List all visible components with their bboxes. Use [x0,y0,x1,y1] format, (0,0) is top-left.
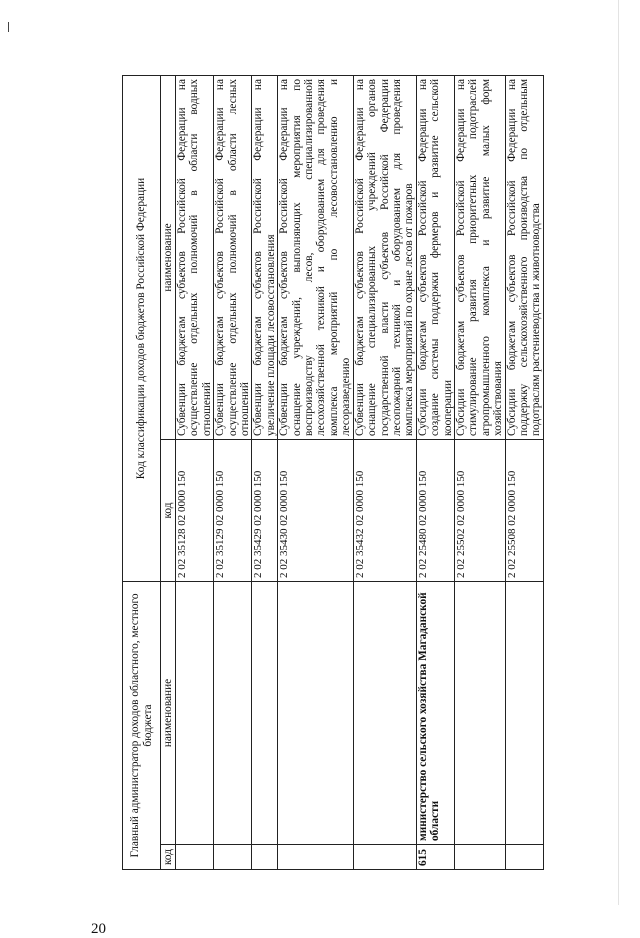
row-class-name-line: Субвенции бюджетам субъектов Российской Федерации на [252,79,265,436]
row-class-name-line: Субсидии бюджетам субъектов Российской Федерации на [505,79,518,436]
row-class-name-line: оснащение учреждений, выполняющих мероприятия по [290,79,303,436]
row-class-name-line: подотраслям растениеводства и животноводства [530,203,543,436]
row-class-name [214,76,252,440]
row-admin-code [278,845,353,870]
page-number [88,921,108,937]
row-class-name-line: лесопожарной техникой и оборудованием для проведения [390,79,403,436]
row-class-name [176,76,214,440]
row-class-name-line: Субвенции бюджетам субъектов Российской Федерации на [278,79,291,436]
row-class-name [454,76,505,440]
header-classification-group: Код классификации доходов бюджетов Российской Федерации [123,76,161,582]
row-class-code: 2 02 25480 02 0000 150 [416,440,454,582]
row-class-code: 2 02 35430 02 0000 150 [278,440,353,582]
row-class-name [252,76,278,440]
row-admin-code [505,845,543,870]
header-admin-name: наименование [161,582,176,845]
row-admin-code [353,845,416,870]
table-row [353,76,416,870]
row-class-name-line: оснащение специализированных учреждений органов [366,79,379,436]
row-class-name [505,76,543,440]
row-class-code: 2 02 25502 02 0000 150 [454,440,505,582]
row-admin-name [176,582,214,845]
row-class-name-line: агропромышленного комплекса и развитие малых форм [479,79,492,436]
row-class-name-line: осуществление отдельных полномочий в области водных [188,79,201,436]
row-class-code: 2 02 25508 02 0000 150 [505,440,543,582]
row-admin-name [252,582,278,845]
row-class-name [278,76,353,440]
row-admin-name [505,582,543,845]
row-class-name-line: создание системы поддержки фермеров и развитие сельской [429,79,442,436]
header-admin-code: код [161,845,176,870]
row-class-code: 2 02 35429 02 0000 150 [252,440,278,582]
rotated-page [90,76,592,937]
row-class-name-line: поддержку сельскохозяйственного производства по отдельным [517,79,530,436]
header-class-name: наименование [161,76,176,440]
row-class-name [416,76,454,440]
header-admin-group: Главный администратор доходов областного, местного бюджета [123,582,161,870]
row-class-name-line: комплекса мероприятий по охране лесов от пожаров [403,183,416,436]
row-class-name-line: стимулирование развития приоритетных подотраслей [467,79,480,436]
row-class-name-line: комплекса мероприятий по лесовосстановлению и [327,79,340,436]
table-row [214,76,252,870]
row-admin-name [278,582,353,845]
header-class-code: код [161,440,176,582]
row-class-code: 2 02 35129 02 0000 150 [214,440,252,582]
table-body [176,76,544,870]
row-class-name-line: Субсидии бюджетам субъектов Российской Федерации на [454,79,467,436]
row-class-name-line: лесохозяйственной техникой и оборудованием для проведения [315,79,328,436]
scan-edge-line [618,0,619,905]
row-class-name-line: Субвенции бюджетам субъектов Российской Федерации на [176,79,188,436]
row-admin-name [214,582,252,845]
row-class-name-line: осуществление отдельных полномочий в области лесных [226,79,239,436]
row-class-name-line: отношений [200,382,213,436]
scan-edge-mark [8,22,9,32]
row-admin-name [353,582,416,845]
row-class-code: 2 02 35432 02 0000 150 [353,440,416,582]
page-number-text: 20 [90,921,106,937]
table-row [176,76,214,870]
row-class-code: 2 02 35128 02 0000 150 [176,440,214,582]
row-class-name-line: воспроизводству лесов, специализированной [303,79,316,436]
row-admin-code [176,845,214,870]
row-admin-code [454,845,505,870]
row-class-name [353,76,416,440]
row-class-name-line: Субсидии бюджетам субъектов Российской Федерации на [416,79,429,436]
row-admin-name: министерство сельского хозяйства Магаданской области [416,582,454,845]
row-class-name-line: государственной власти субъектов Российской Федерации [378,79,391,436]
row-admin-code [214,845,252,870]
row-class-name-line: Субвенции бюджетам субъектов Российской Федерации на [353,79,366,436]
row-class-name-line: увеличение площади лесовосстановления [264,234,277,436]
row-class-name-line: кооперации [441,379,454,436]
table-row [454,76,505,870]
row-class-name-line: хозяйствования [492,361,505,436]
row-admin-code: 615 [416,845,454,870]
row-admin-name [454,582,505,845]
row-class-name-line: отношений [239,382,252,436]
row-class-name-line: лесоразведению [340,357,353,436]
row-class-name-line: Субвенции бюджетам субъектов Российской Федерации на [214,79,227,436]
row-admin-code [252,845,278,870]
table-row [252,76,278,870]
table-row [416,76,454,870]
table-row [505,76,543,870]
table-row [278,76,353,870]
revenue-classification-table [122,75,544,870]
